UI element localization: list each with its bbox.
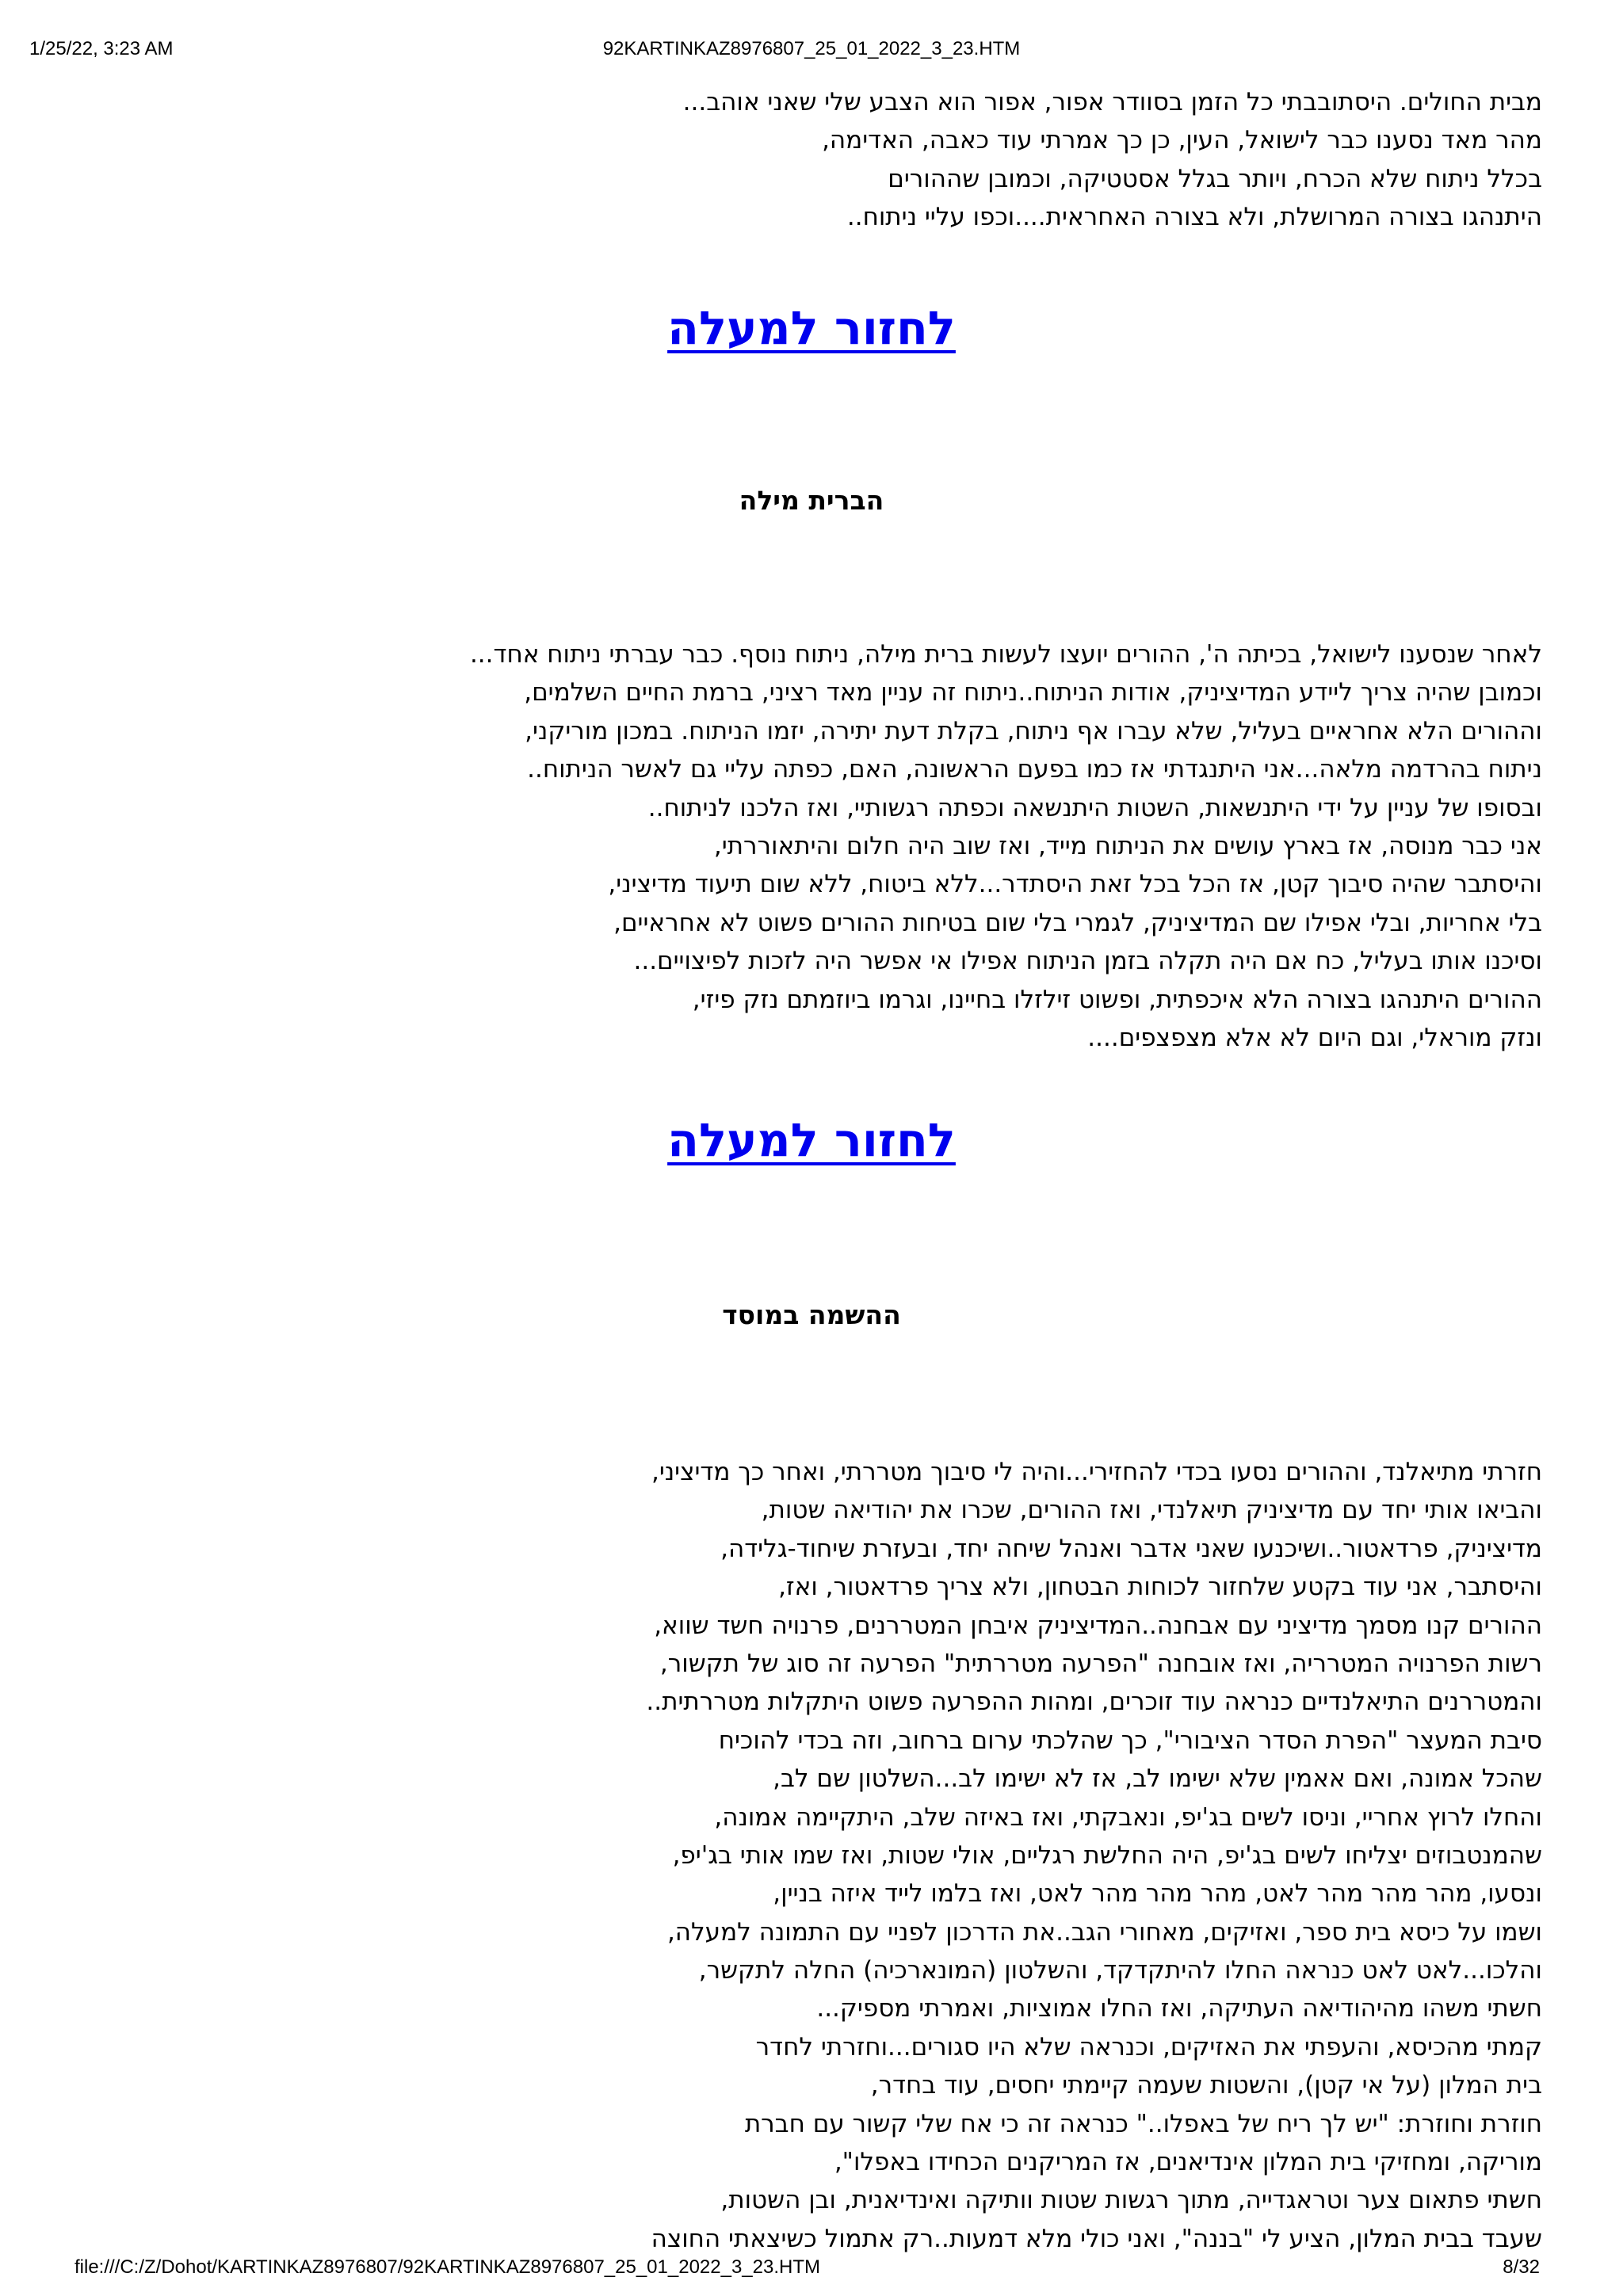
text-line: חשתי פתאום צער וטראגדייה, מתוך רגשות שטות וותיקה ואינדיאנית, ובן השטות, — [720, 2186, 1542, 2215]
text-line: והלכו...לאט לאט כנראה החלו להיתקדקד, והשלטון (המונארכיה) החלה לתקשר, — [698, 1956, 1542, 1985]
back-to-top-link[interactable]: לחזור למעלה — [667, 1113, 956, 1167]
text-line: היתנהגו בצורה המרושלת, ולא בצורה האחראית....וכפו עליי ניתוח.. — [846, 203, 1542, 232]
text-line: וסיכנו אותו בעליל, כח אם היה תקלה בזמן הניתוח אפילו אי אפשר היה לזכות לפיצויים... — [633, 947, 1542, 976]
print-doc-title: 92KARTINKAZ8976807_25_01_2022_3_23.HTM — [602, 38, 1021, 59]
print-page-number: 8/32 — [1503, 2256, 1540, 2278]
text-line: ניתוח בהרדמה מלאה...אני היתנגדתי אז כמו בפעם הראשונה, האם, כפתה עליי גם לאשר הניתוח.. — [527, 755, 1542, 784]
text-line: מהר מאד נסענו כבר לישואל, העין, כן כך אמרתי עוד כאבה, האדימה, — [822, 126, 1542, 155]
back-to-top-container — [0, 1113, 1623, 1167]
text-line: בלי אחריות, ובלי אפילו שם המדיציניק, לגמרי בלי שום בטיחות ההורים פשוט לא אחראיים, — [613, 908, 1542, 937]
text-line: והחלו לרוץ אחריי, וניסו לשים בג'יפ, ונאבקתי, ואז באיזה שלב, היתקיימה אמונה, — [714, 1802, 1542, 1832]
back-to-top-container — [0, 301, 1623, 355]
section-paragraph-placement — [646, 1453, 1542, 2258]
text-line: בכלל ניתוח שלא הכרח, ויותר בגלל אסטטיקה, וכמובן שההורים — [888, 164, 1542, 193]
text-line: והמטררנים התיאלנדיים כנראה עוד זוכרים, ומהות ההפרעה פשוט היתקלות מטררתית.. — [646, 1688, 1542, 1717]
text-line: ההורים היתנהגו בצורה הלא איכפתית, ופשוט זילזלו בחיינו, וגרמו ביוזמתם נזק פיזי, — [692, 985, 1542, 1014]
text-line: והיסתבר, אני עוד בקטע שלחזור לכוחות הבטחון, ולא צריך פרדאטור, ואז, — [778, 1573, 1542, 1602]
text-line: ושמו על כיסא בית ספר, ואזיקים, מאחורי הגב..את הדרכון לפניי עם התמונה למעלה, — [666, 1917, 1542, 1947]
text-line: מבית החולים. היסתובבתי כל הזמן בסוודר אפור, אפור הוא הצבע שלי שאני אוהב... — [682, 88, 1542, 116]
text-line: בית המלון (על אי קטן), והשטות שעמה קיימתי יחסים, עוד בחדר, — [870, 2071, 1542, 2100]
text-line: חזרתי מתיאלנד, וההורים נסעו בכדי להחזירי...והיה לי סיבוך מטררתי, ואחר כך מדיציני, — [651, 1458, 1542, 1486]
text-line: סיבת המעצר "הפרת הסדר הציבורי", כך שהלכתי ערום ברחוב, וזה בכדי להוכיח — [718, 1726, 1542, 1755]
text-line: קמתי מהכיסא, והעפתי את האזיקים, וכנראה שלא היו סגורים...וחזרתי לחדר — [755, 2032, 1542, 2061]
text-line: וההורים הלא אחראיים בעליל, שלא עברו אף ניתוח, בקלת דעת יתירה, יזמו הניתוח. במכון מוריקני, — [525, 716, 1542, 746]
text-line: שעבד בבית המלון, הציע לי "בננה", ואני כולי מלא דמעות..רק אתמול כשיצאתי החוצה — [651, 2224, 1542, 2253]
text-line: והיסתבר שהיה סיבוך קטן, אז הכל בכל זאת היסתדר...ללא ביטוח, ללא שום תיעוד מדיציני, — [608, 870, 1542, 899]
print-datetime: 1/25/22, 3:23 AM — [29, 38, 174, 59]
print-file-path: file:///C:/Z/Dohot/KARTINKAZ8976807/92KARTINKAZ8976807_25_01_2022_3_23.HTM — [74, 2256, 821, 2278]
text-line: אני כבר מנוסה, אז בארץ עושים את הניתוח מייד, ואז שוב היה חלום והיתאוררתי, — [713, 831, 1542, 860]
text-line: רשות הפרנויה המטרריה, ואז אובחנה "הפרעה מטררתית" הפרעה זה סוג של תקשור, — [659, 1649, 1542, 1678]
text-line: ונסעו, מהר מהר מהר לאט, מהר מהר מהר לאט, ואז בלמו לייד איזה בניין, — [773, 1879, 1542, 1909]
text-line: מדיציניק, פרדאטור..ושיכנעו שאני אדבר ואנהל שיחה יחד, ובעזרת שיחוד-גלידה, — [720, 1534, 1542, 1563]
intro-paragraph — [683, 83, 1542, 237]
text-line: שהמנטבוזים יצליחו לשים בג'יפ, היה החלשת רגליים, אולי שטות, ואז שמו אותי בג'יפ, — [672, 1840, 1542, 1870]
text-line: מוריקה, ומחזיקי בית המלון אינדיאנים, אז המריקנים הכחידו באפלו", — [834, 2148, 1542, 2177]
section-title-brit-mila: הברית מילה — [739, 485, 884, 516]
text-line: שהכל אמונה, ואם אאמין שלא ישימו לב, אז לא ישימו לב...השלטון שם לב, — [773, 1764, 1542, 1794]
text-line: ההורים קנו מסמך מדיציני עם אבחנה..המדיציניק איבחן המטררנים, פרנויה חשד שווא, — [654, 1611, 1542, 1640]
text-line: לאחר שנסענו לישואל, בכיתה ה', ההורים יועצו לעשות ברית מילה, ניתוח נוסף. כבר עברתי ניתוח אחד... — [469, 640, 1542, 669]
text-line: חשתי משהו מהיהודיאה העתיקה, ואז החלו אמוציות, ואמרתי מספיק... — [816, 1994, 1542, 2023]
text-line: וכמובן שהיה צריך ליידע המדיציניק, אודות הניתוח..ניתוח זה עניין מאד רציני, ברמת החיים השלמים, — [524, 678, 1542, 707]
back-to-top-link[interactable]: לחזור למעלה — [667, 301, 956, 355]
section-paragraph-brit-mila — [470, 635, 1542, 1057]
text-line: ובסופו של עניין על ידי היתנשאות, השטות היתנשאה וכפתה רגשותיי, ואז הלכנו לניתוח.. — [647, 793, 1542, 822]
text-line: חוזרת וחוזרת: "יש לך ריח של באפלו.." כנראה זה כי אח שלי קשור עם חברת — [744, 2109, 1542, 2138]
text-line: והביאו אותי יחד עם מדיציניק תיאלנדי, ואז ההורים, שכרו את יהודיאה שטות, — [761, 1496, 1542, 1525]
text-line: ונזק מוראלי, וגם היום לא אלא מצפצפים.... — [1087, 1023, 1542, 1052]
section-title-placement: ההשמה במוסד — [722, 1299, 901, 1330]
